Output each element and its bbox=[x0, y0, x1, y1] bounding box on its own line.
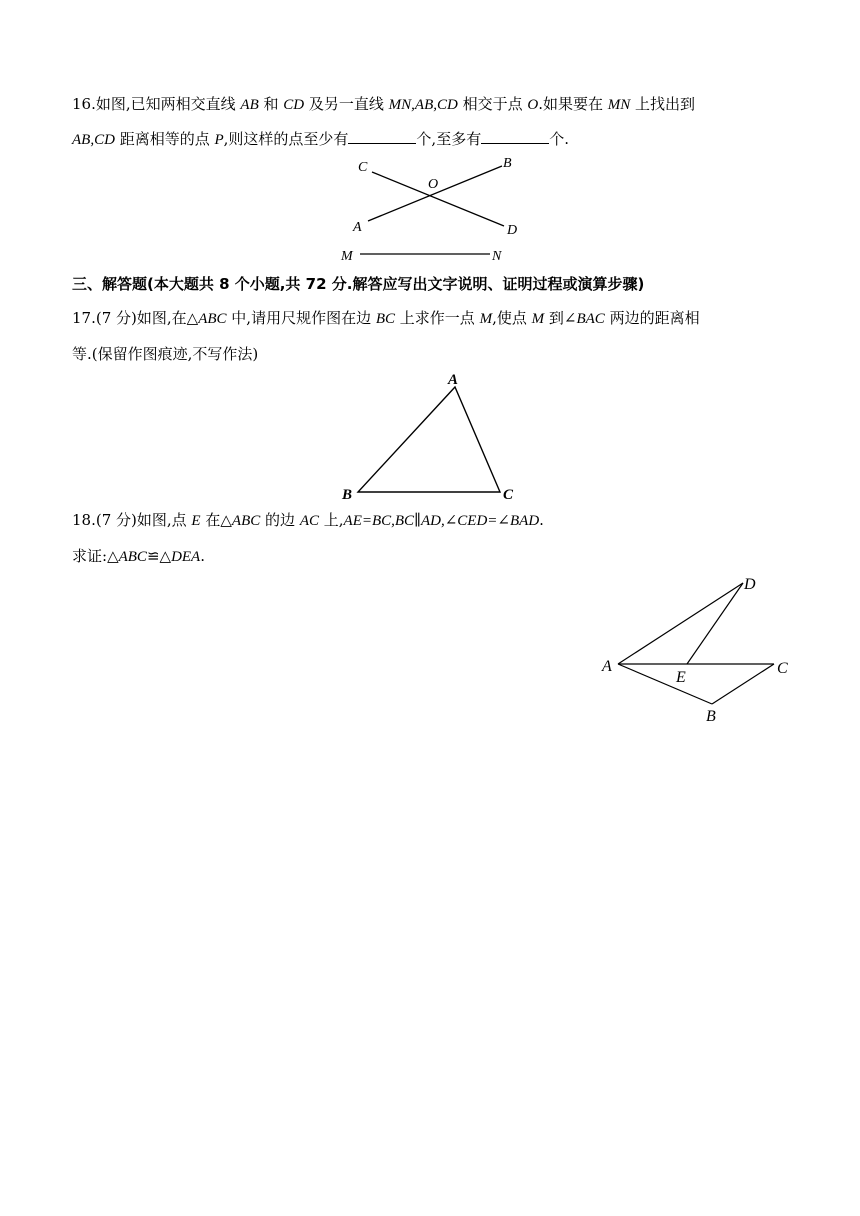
text-segment: . bbox=[539, 511, 544, 529]
math-symbol-text: MN bbox=[607, 97, 631, 113]
text-segment: 17.(7 分)如图,在 bbox=[72, 309, 187, 327]
text-segment: ,使点 bbox=[492, 309, 532, 327]
text-segment: ≌△ bbox=[146, 547, 172, 565]
text-segment: 和 bbox=[258, 95, 284, 113]
text-segment: 个. bbox=[549, 130, 569, 148]
math-symbol-text: E bbox=[191, 513, 201, 529]
math-symbol-text: ABC bbox=[198, 311, 227, 327]
math-symbol-text: ABC bbox=[231, 513, 261, 529]
math-symbol-text: M bbox=[531, 311, 545, 327]
text-segment: 的边 bbox=[260, 511, 300, 529]
math-symbol-text: AB,CD bbox=[72, 132, 115, 148]
text-segment: 18.(7 分)如图,点 bbox=[72, 511, 192, 529]
label-c: C bbox=[503, 487, 514, 503]
math-symbol-text: AB bbox=[240, 97, 259, 113]
label-a: A bbox=[602, 658, 612, 675]
text-segment: 个,至多有 bbox=[416, 130, 482, 148]
text-segment: 距离相等的点 bbox=[114, 130, 215, 148]
segment-ed bbox=[687, 583, 743, 664]
math-symbol-text: P bbox=[214, 132, 224, 148]
text-segment: 两边的距离相 bbox=[604, 309, 700, 327]
text-segment: 到∠ bbox=[544, 309, 577, 327]
math-symbol-text: M bbox=[479, 311, 493, 327]
label-b: B bbox=[342, 487, 353, 503]
text-segment: △ bbox=[220, 511, 232, 529]
math-symbol-text: MN,AB,CD bbox=[388, 97, 458, 113]
text-segment: 求证: bbox=[72, 547, 108, 565]
text-segment: 在 bbox=[200, 511, 221, 529]
label-e: E bbox=[676, 669, 686, 686]
section-3-heading: 三、解答题(本大题共 8 个小题,共 72 分.解答应写出文字说明、证明过程或演算步骤) bbox=[72, 275, 645, 293]
label-d: D bbox=[744, 576, 756, 593]
text-segment: 上找出到 bbox=[630, 95, 696, 113]
math-symbol-text: ABC bbox=[118, 549, 147, 565]
segment-ab bbox=[618, 664, 712, 704]
label-b: B bbox=[503, 156, 512, 171]
text-segment: 上, bbox=[318, 511, 344, 529]
math-symbol-text: AC bbox=[299, 513, 319, 529]
segment-bc bbox=[712, 664, 774, 704]
math-symbol-text: BC bbox=[375, 311, 396, 327]
label-o: O bbox=[428, 177, 439, 192]
label-a: A bbox=[353, 220, 362, 235]
text-segment: 及另一直线 bbox=[304, 95, 389, 113]
text-segment: 等.(保留作图痕迹,不写作法) bbox=[72, 345, 259, 363]
text-segment: 相交于点 bbox=[457, 95, 528, 113]
label-d: D bbox=[507, 223, 518, 238]
text-segment: 中,请用尺规作图在边 bbox=[226, 309, 376, 327]
math-symbol-text: DEA bbox=[171, 549, 201, 565]
segment-ad bbox=[618, 583, 743, 664]
label-c: C bbox=[358, 160, 368, 175]
label-m: M bbox=[341, 249, 353, 264]
label-n: N bbox=[492, 249, 502, 264]
text-segment: 16.如图,已知两相交直线 bbox=[72, 95, 241, 113]
text-segment: ,则这样的点至少有 bbox=[223, 130, 349, 148]
text-segment: △ bbox=[107, 547, 119, 565]
label-a: A bbox=[448, 372, 459, 388]
math-symbol-text: AE=BC,BC∥AD,∠CED=∠BAD bbox=[343, 513, 540, 529]
label-b: B bbox=[706, 708, 716, 725]
math-symbol-text: CD bbox=[283, 97, 305, 113]
math-symbol-text: O bbox=[527, 97, 539, 113]
text-segment: △ bbox=[186, 309, 199, 327]
text-segment: 上求作一点 bbox=[395, 309, 480, 327]
label-c: C bbox=[777, 660, 788, 677]
text-segment: .如果要在 bbox=[538, 95, 608, 113]
math-symbol-text: BAC bbox=[576, 311, 605, 327]
text-segment: . bbox=[200, 547, 206, 565]
